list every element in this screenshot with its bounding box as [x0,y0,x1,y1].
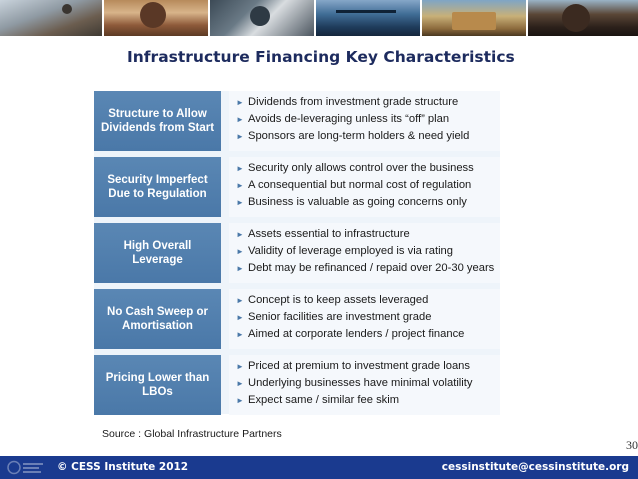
bullet-icon: ► [236,296,244,305]
point-item: ► Concept is to keep assets leveraged [236,292,500,309]
bullet-icon: ► [236,313,244,322]
bullet-icon: ► [236,396,244,405]
characteristic-points [229,91,500,151]
characteristic-row [94,289,500,349]
characteristic-row [94,223,500,283]
characteristic-points [229,157,500,217]
source-note: Source : Global Infrastructure Partners [102,428,282,440]
cess-logo-icon [6,459,46,476]
bullet-icon: ► [236,379,244,388]
bullet-icon: ► [236,247,244,256]
point-item: ► Assets essential to infrastructure [236,226,500,243]
point-item: ► Underlying businesses have minimal volatility [236,375,500,392]
bullet-icon: ► [236,98,244,107]
point-item: ► Validity of leverage employed is via rating [236,243,500,260]
point-item: ► Dividends from investment grade structure [236,94,500,111]
point-item: ► Senior facilities are investment grade [236,309,500,326]
bullet-icon: ► [236,264,244,273]
bullet-icon: ► [236,230,244,239]
banner-photo-person [104,0,210,36]
bullet-icon: ► [236,115,244,124]
bullet-icon: ► [236,198,244,207]
characteristic-label: Structure to Allow Dividends from Start [94,91,221,151]
point-item: ► A consequential but normal cost of regulation [236,177,500,194]
footer-bar [0,456,638,479]
point-item: ► Security only allows control over the business [236,160,500,177]
banner-photo-building [422,0,528,36]
characteristic-points [229,289,500,349]
characteristic-label: High Overall Leverage [94,223,221,283]
bullet-icon: ► [236,330,244,339]
characteristic-row [94,91,500,151]
bullet-icon: ► [236,164,244,173]
photo-banner [0,0,638,36]
point-item: ► Debt may be refinanced / repaid over 20-30 years [236,260,500,277]
point-item: ► Business is valuable as going concerns only [236,194,500,211]
point-item: ► Expect same / similar fee skim [236,392,500,409]
banner-photo-powerlines [316,0,422,36]
slide-title: Infrastructure Financing Key Characteristics [127,48,515,66]
banner-photo-worker [210,0,316,36]
characteristic-row [94,355,500,415]
point-item: ► Aimed at corporate lenders / project finance [236,326,500,343]
bullet-icon: ► [236,132,244,141]
page-number: 30 [626,438,638,452]
bullet-icon: ► [236,362,244,371]
characteristic-points [229,223,500,283]
characteristic-label: No Cash Sweep or Amortisation [94,289,221,349]
characteristic-row [94,157,500,217]
point-item: ► Priced at premium to investment grade loans [236,358,500,375]
characteristic-label: Pricing Lower than LBOs [94,355,221,415]
point-item: ► Sponsors are long-term holders & need yield [236,128,500,145]
banner-photo-children [528,0,638,36]
characteristic-label: Security Imperfect Due to Regulation [94,157,221,217]
characteristics-table [94,91,500,414]
footer-copyright: © CESS Institute 2012 [57,461,189,473]
point-item: ► Avoids de-leveraging unless its “off” plan [236,111,500,128]
footer-email-link[interactable]: cessinstitute@cessinstitute.org [441,461,629,473]
bullet-icon: ► [236,181,244,190]
banner-photo-railway [0,0,104,36]
characteristic-points [229,355,500,415]
